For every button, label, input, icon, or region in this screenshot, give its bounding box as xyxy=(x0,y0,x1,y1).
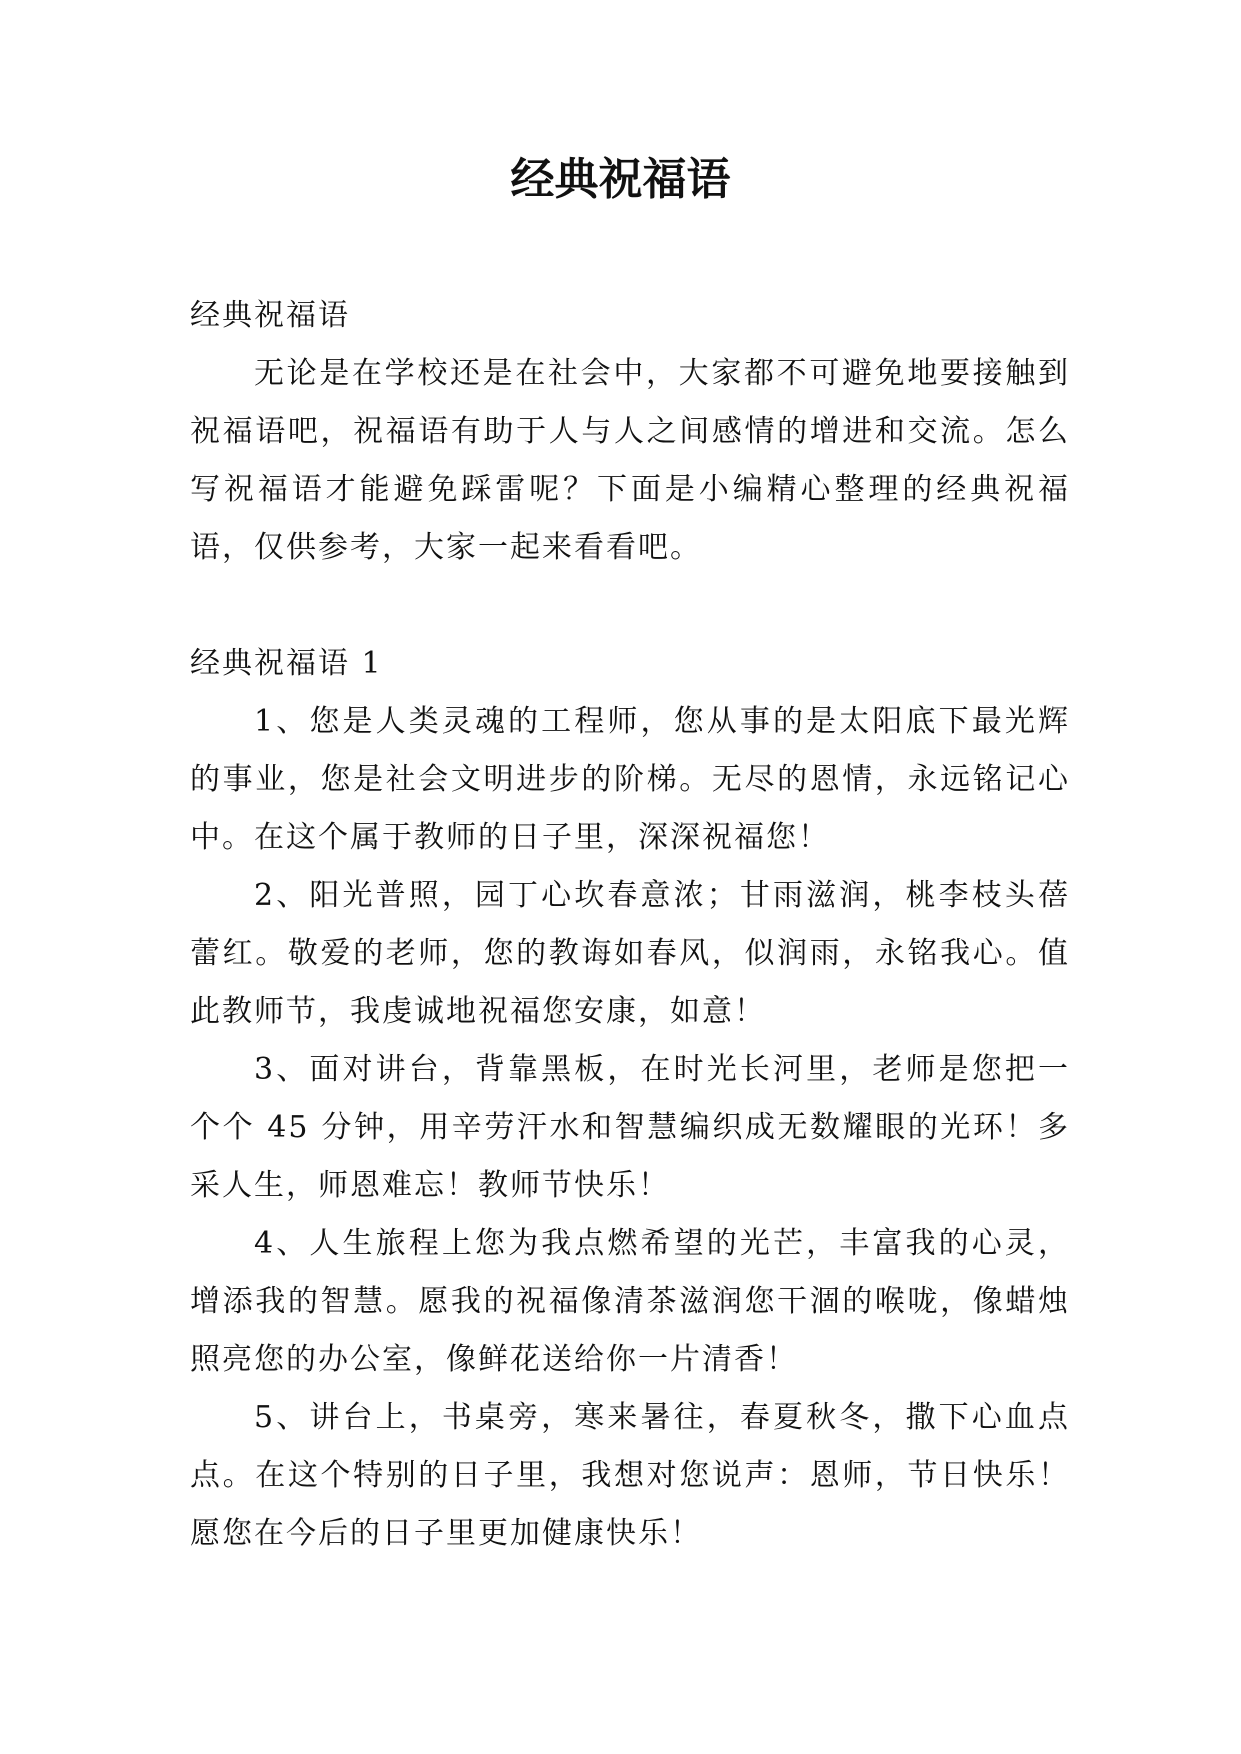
document-body xyxy=(190,287,1070,1563)
paragraph-spacer xyxy=(190,577,1070,635)
blessing-item-4: 4、人生旅程上您为我点燃希望的光芒，丰富我的心灵，增添我的智慧。愿我的祝福像清茶滋润您干涸的喉咙，像蜡烛照亮您的办公室，像鲜花送给你一片清香！ xyxy=(190,1226,1070,1377)
blessing-item-3: 3、面对讲台，背靠黑板，在时光长河里，老师是您把一个个 45 分钟，用辛劳汗水和智慧编织成无数耀眼的光环！多采人生，师恩难忘！教师节快乐！ xyxy=(190,1052,1070,1203)
blessing-item-1: 1、您是人类灵魂的工程师，您从事的是太阳底下最光辉的事业，您是社会文明进步的阶梯。无尽的恩情，永远铭记心中。在这个属于教师的日子里，深深祝福您！ xyxy=(190,704,1070,855)
section-heading: 经典祝福语 1 xyxy=(190,646,383,681)
blessing-item-2: 2、阳光普照，园丁心坎春意浓；甘雨滋润，桃李枝头蓓蕾红。敬爱的老师，您的教诲如春风，似润雨，永铭我心。值此教师节，我虔诚地祝福您安康，如意！ xyxy=(190,878,1070,1029)
subtitle: 经典祝福语 xyxy=(190,298,350,333)
blessing-item-5: 5、讲台上，书桌旁，寒来暑往，春夏秋冬，撒下心血点点。在这个特别的日子里，我想对您说声：恩师，节日快乐！愿您在今后的日子里更加健康快乐！ xyxy=(190,1400,1070,1551)
document-title: 经典祝福语 xyxy=(510,154,731,205)
intro-paragraph: 无论是在学校还是在社会中，大家都不可避免地要接触到祝福语吧，祝福语有助于人与人之间感情的增进和交流。怎么写祝福语才能避免踩雷呢？下面是小编精心整理的经典祝福语，仅供参考，大家一起来看看吧。 xyxy=(190,356,1070,565)
